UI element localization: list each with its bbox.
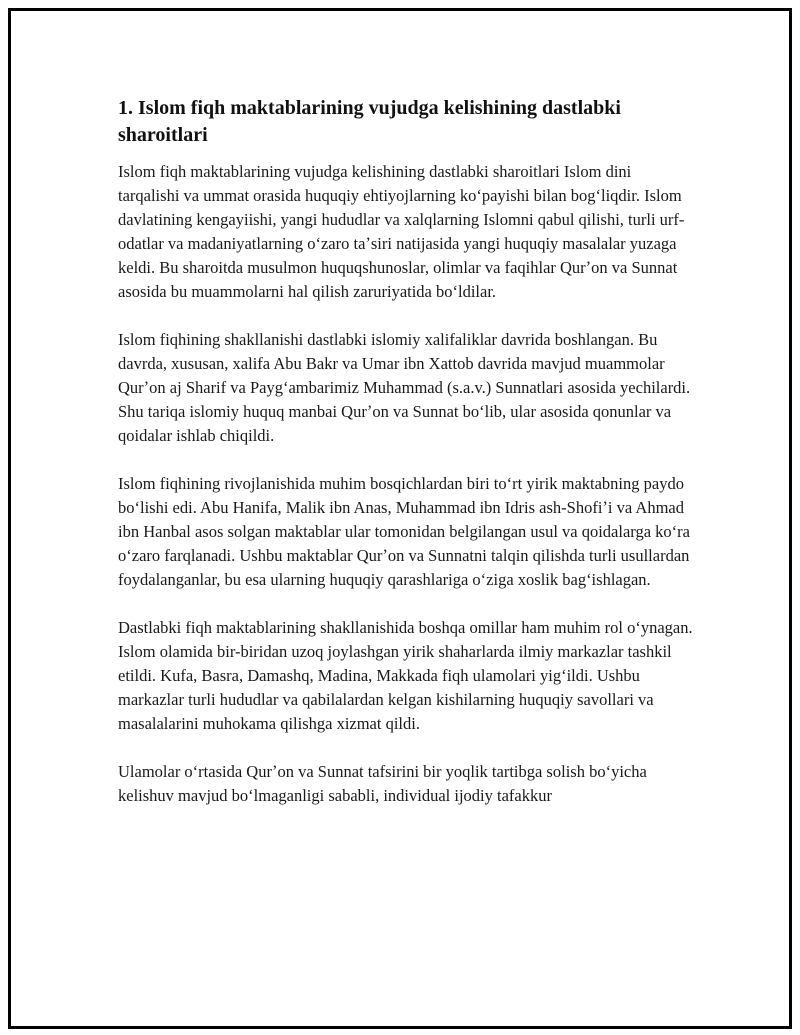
section-heading: 1. Islom fiqh maktablarining vujudga kelishining dastlabki sharoitlari [118, 97, 621, 146]
paragraph-5: Ulamolar oʻrtasida Qurʼon va Sunnat tafsirini bir yoqlik tartibga solish boʻyicha kelishuv mavjud boʻlmaganligi sababli, individual ijodiy tafakkur [118, 762, 647, 805]
paragraph-4: Dastlabki fiqh maktablarining shakllanishida boshqa omillar ham muhim rol oʻynagan. Islom olamida bir-biridan uzoq joylashgan yirik shaharlarda ilmiy markazlar tashkil etildi. Kufa, Basra, Damashq, Madina, Makkada fiqh ulamolari yigʻildi. Ushbu markazlar turli hududlar va qabilalardan kelgan kishilarning huquqiy savollari va masalalarini muhokama qilishga xizmat qildi. [118, 618, 693, 733]
paragraph-1: Islom fiqh maktablarining vujudga kelishining dastlabki sharoitlari Islom dini tarqalishi va ummat orasida huquqiy ehtiyojlarning koʻpayishi bilan bogʻliqdir. Islom davlatining kengayiishi, yangi hududlar va xalqlarning Islomni qabul qilishi, turli urf-odatlar va madaniyatlarning oʻzaro taʼsiri natijasida yangi huquqiy masalalar yuzaga keldi. Bu sharoitda musulmon huquqshunoslar, olimlar va faqihlar Qurʼon va Sunnat asosida bu muammolarni hal qilish zaruriyatida boʻldilar. [118, 162, 685, 301]
document-body [118, 95, 693, 808]
paragraph-3: Islom fiqhining rivojlanishida muhim bosqichlardan biri toʻrt yirik maktabning paydo boʻlishi edi. Abu Hanifa, Malik ibn Anas, Muhammad ibn Idris ash-Shofiʼi va Ahmad ibn Hanbal asos solgan maktablar ular tomonidan belgilangan usul va qoidalarga koʻra oʻzaro farqlanadi. Ushbu maktablar Qurʼon va Sunnatni talqin qilishda turli usullardan foydalanganlar, bu esa ularning huquqiy qarashlariga oʻziga xoslik bagʻishlagan. [118, 474, 690, 589]
paragraph-2: Islom fiqhining shakllanishi dastlabki islomiy xalifaliklar davrida boshlangan. Bu davrda, xususan, xalifa Abu Bakr va Umar ibn Xattob davrida mavjud muammolar Qurʼon aj Sharif va Paygʻambarimiz Muhammad (s.a.v.) Sunnatlari asosida yechilardi. Shu tariqa islomiy huquq manbai Qurʼon va Sunnat boʻlib, ular asosida qonunlar va qoidalar ishlab chiqildi. [118, 330, 691, 445]
